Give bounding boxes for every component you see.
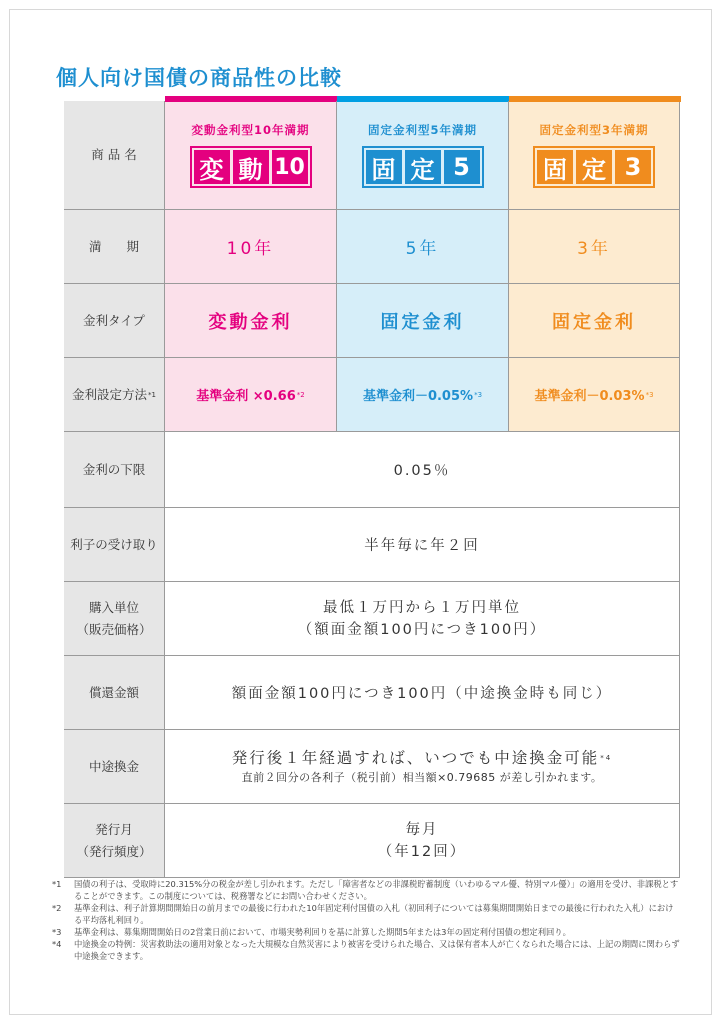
footnote-text: 国債の利子は、受取時に20.315%分の税金が差し引かれます。ただし「障害者などの非課税貯蓄制度（いわゆるマル優、特別マル優）」の適用を受け、非課税とすることができます。この制度については、税務署などにお問い合わせください。: [74, 879, 679, 901]
label-rate-method: [64, 358, 164, 432]
label-issue-month: [64, 804, 164, 878]
label-subtext: （発行頻度）: [76, 843, 152, 859]
footnote: [52, 938, 680, 962]
logo-char: 5: [444, 150, 480, 184]
product-title: 固定金利型5年満期: [367, 123, 477, 137]
footnote-text: 中途換金の特例：災害救助法の適用対象となった大規模な自然災害により被害を受けられた場合、又は保有者本人が亡くなられた場合には、上記の期間に関わらず中途換金できます。: [74, 939, 680, 961]
rate-type-value: 固定金利: [380, 311, 465, 333]
rate-method-value: 基準金利－0.03%: [534, 389, 645, 404]
purchase-unit-line2: （額面金額100円につき100円）: [297, 621, 547, 638]
redemption-value: 額面金額100円につき100円（中途換金時も同じ）: [164, 656, 680, 730]
maturity-value: 10年: [226, 239, 275, 259]
footnote-mark: *3: [645, 390, 654, 399]
issue-month-cell: [164, 804, 680, 878]
rate-type-cell: [508, 284, 680, 358]
footnote-mark: *1: [148, 390, 156, 399]
logo-char: 固: [366, 150, 402, 184]
product-title: 変動金利型10年満期: [191, 123, 310, 137]
label-rate-type: 金利タイプ: [64, 284, 164, 358]
rate-type-cell: [336, 284, 508, 358]
product-cell-kotei5: [336, 101, 508, 210]
row-redemption: [52, 656, 680, 730]
label-maturity: 満 期: [64, 210, 164, 284]
issue-month-line2: （年12回）: [377, 843, 467, 860]
footnote-key: *2: [52, 903, 62, 913]
purchase-unit-cell: [164, 582, 680, 656]
maturity-cell: [336, 210, 508, 284]
label-text: 金利設定方法: [72, 386, 148, 402]
rate-method-cell: [336, 358, 508, 432]
comparison-page: [9, 9, 712, 1015]
early-redemption-cell: [164, 730, 680, 804]
label-early-redemption: 中途換金: [64, 730, 164, 804]
maturity-value: 3年: [577, 239, 611, 259]
label-subtext: （販売価格）: [76, 621, 152, 637]
label-interest-receipt: 利子の受け取り: [64, 508, 164, 582]
early-redemption-line2: 直前２回分の各利子（税引前）相当額×0.79685 が差し引かれます。: [241, 770, 603, 784]
rate-type-value: 変動金利: [208, 311, 293, 333]
row-product-name: [52, 101, 680, 210]
footnote: [52, 926, 680, 938]
footnote-key: *1: [52, 879, 62, 889]
footnote: [52, 878, 680, 902]
early-redemption-line1: 発行後１年経過すれば、いつでも中途換金可能: [231, 748, 600, 767]
product-title: 固定金利型3年満期: [539, 123, 649, 137]
maturity-value: 5年: [405, 239, 440, 259]
pink-top-bar: [165, 96, 337, 102]
rate-floor-value: 0.05％: [164, 432, 680, 508]
row-rate-type: [52, 284, 680, 358]
row-rate-method: [52, 358, 680, 432]
product-cell-hendo10: [164, 101, 336, 210]
footnote-text: 基準金利は、利子計算期間開始日の前月までの最後に行われた10年固定利付国債の入札（初回利子については募集期間開始日までの最後に行われた入札）における平均落札利回り。: [74, 903, 674, 925]
issue-month-line1: 毎月: [405, 821, 439, 838]
footnote-text: 基準金利は、募集期間開始日の2営業日前において、市場実勢利回りを基に計算した期間5年または3年の固定利付国債の想定利回り。: [74, 927, 571, 937]
label-rate-floor: 金利の下限: [64, 432, 164, 508]
row-purchase-unit: [52, 582, 680, 656]
label-redemption: 償還金額: [64, 656, 164, 730]
rate-method-value: 基準金利 ×0.66: [196, 389, 296, 404]
footnote-mark: *2: [296, 390, 305, 399]
footnote-key: *3: [52, 927, 62, 937]
logo-char: 3: [615, 150, 651, 184]
page-title: 個人向け国債の商品性の比較: [56, 66, 342, 90]
logo-char: 動: [233, 150, 269, 184]
product-logo-hendo10: [190, 146, 312, 188]
footnote-key: *4: [52, 939, 62, 949]
label-purchase-unit: [64, 582, 164, 656]
row-issue-month: [52, 804, 680, 878]
row-maturity: [52, 210, 680, 284]
rate-method-cell: [164, 358, 336, 432]
logo-char: 変: [194, 150, 230, 184]
label-text: 購入単位: [88, 599, 139, 615]
orange-top-bar: [509, 96, 681, 102]
maturity-cell: [164, 210, 336, 284]
logo-char: 固: [537, 150, 573, 184]
blue-top-bar: [337, 96, 509, 102]
interest-receipt-value: 半年毎に年２回: [164, 508, 680, 582]
logo-char: 10: [272, 150, 308, 184]
footnote-mark: *3: [474, 390, 483, 399]
label-text: 発行月: [95, 821, 133, 837]
rate-type-cell: [164, 284, 336, 358]
label-product-name: 商 品 名: [64, 101, 164, 210]
row-rate-floor: [52, 432, 680, 508]
rate-method-cell: [508, 358, 680, 432]
purchase-unit-line1: 最低１万円から１万円単位: [323, 599, 521, 616]
product-logo-kotei5: [362, 146, 484, 188]
rate-type-value: 固定金利: [552, 311, 636, 333]
logo-char: 定: [576, 150, 612, 184]
rate-method-value: 基準金利－0.05%: [362, 389, 474, 404]
product-cell-kotei3: [508, 101, 680, 210]
maturity-cell: [508, 210, 680, 284]
row-interest-receipt: [52, 508, 680, 582]
row-early-redemption: [52, 730, 680, 804]
footnotes: [52, 878, 680, 962]
logo-char: 定: [405, 150, 441, 184]
footnote: [52, 902, 680, 926]
product-logo-kotei3: [533, 146, 655, 188]
footnote-mark: *4: [600, 753, 613, 762]
